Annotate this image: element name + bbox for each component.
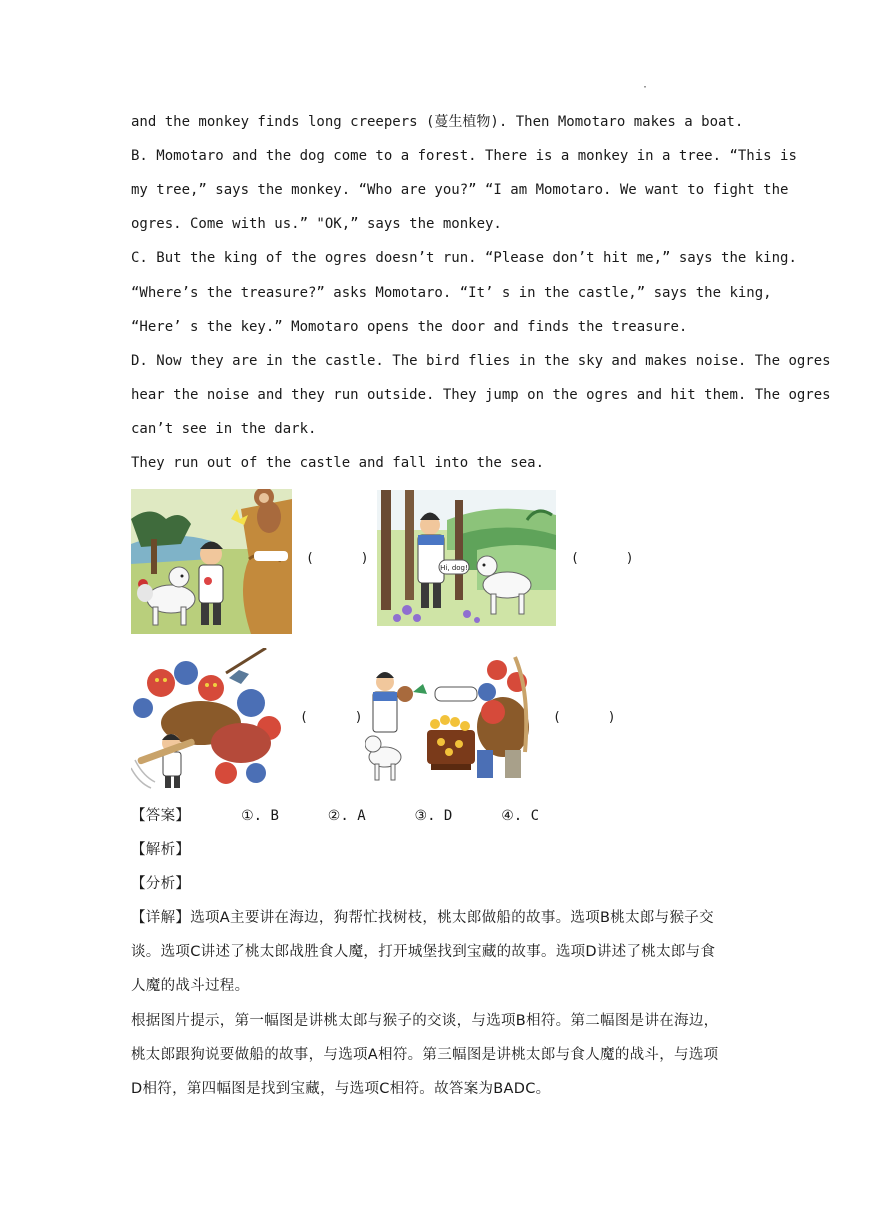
detail-line <box>131 908 741 928</box>
detail-line: 人魔的战斗过程。 <box>131 978 250 994</box>
answer-blank-1[interactable]: ( ) <box>306 551 369 566</box>
passage-line: hear the noise and they run outside. They jump on the ogres and hit them. The ogres <box>131 387 831 403</box>
treasure-picture <box>365 652 538 788</box>
passage-line: They run out of the castle and fall into the sea. <box>131 455 545 471</box>
monkey-tree-picture <box>131 489 292 634</box>
answer-item: ④. C <box>501 808 540 824</box>
passage-line: and the monkey finds long creepers (蔓生植物). Then Momotaro makes a boat. <box>131 114 744 130</box>
answer-label: 【答案】 <box>131 808 191 824</box>
answer-blank-4[interactable]: ( ) <box>553 710 616 725</box>
header-mark: · <box>642 82 649 93</box>
passage-line: can’t see in the dark. <box>131 421 317 437</box>
passage-line: B. Momotaro and the dog come to a forest. There is a monkey in a tree. “This is <box>131 148 797 164</box>
answer-item: ②. A <box>327 808 366 824</box>
answer-row <box>131 806 539 826</box>
explanation-line: D相符，第四幅图是找到宝藏，与选项C相符。故答案为BADC。 <box>131 1081 551 1097</box>
answer-item: ③. D <box>414 808 453 824</box>
explanation-line: 桃太郎跟狗说要做船的故事，与选项A相符。第三幅图是讲桃太郎与食人魔的战斗，与选项 <box>131 1047 719 1063</box>
answer-blank-2[interactable]: ( ) <box>571 551 634 566</box>
explanation-line: 根据图片提示，第一幅图是讲桃太郎与猴子的交谈，与选项B相符。第二幅图是讲在海边， <box>131 1013 719 1029</box>
forest-dog-picture <box>377 490 556 626</box>
answer-blank-3[interactable]: ( ) <box>300 710 363 725</box>
passage-line: “Where’s the treasure?” asks Momotaro. “It’ s in the castle,” says the king, <box>131 285 772 301</box>
passage-line: D. Now they are in the castle. The bird flies in the sky and makes noise. The ogres <box>131 353 831 369</box>
speech-bubble-text: Hi, dog! <box>440 564 468 572</box>
analysis-label: 【解析】 <box>131 842 191 858</box>
detail-line: 谈。选项C讲述了桃太郎战胜食人魔，打开城堡找到宝藏的故事。选项D讲述了桃太郎与食 <box>131 944 716 960</box>
answer-item: ①. B <box>241 808 279 824</box>
detail-label: 【详解】 <box>131 910 191 926</box>
breakdown-label: 【分析】 <box>131 876 191 892</box>
passage-line: my tree,” says the monkey. “Who are you?” “I am Momotaro. We want to fight the <box>131 182 789 198</box>
passage-line: “Here’ s the key.” Momotaro opens the door and finds the treasure. <box>131 319 688 335</box>
ogre-fight-picture <box>131 648 286 792</box>
passage-line: ogres. Come with us.” "OK,” says the monkey. <box>131 216 502 232</box>
detail-text: 选项A主要讲在海边，狗帮忙找树枝，桃太郎做船的故事。选项B桃太郎与猴子交 <box>190 910 714 926</box>
passage-line: C. But the king of the ogres doesn’t run. “Please don’t hit me,” says the king. <box>131 250 797 266</box>
